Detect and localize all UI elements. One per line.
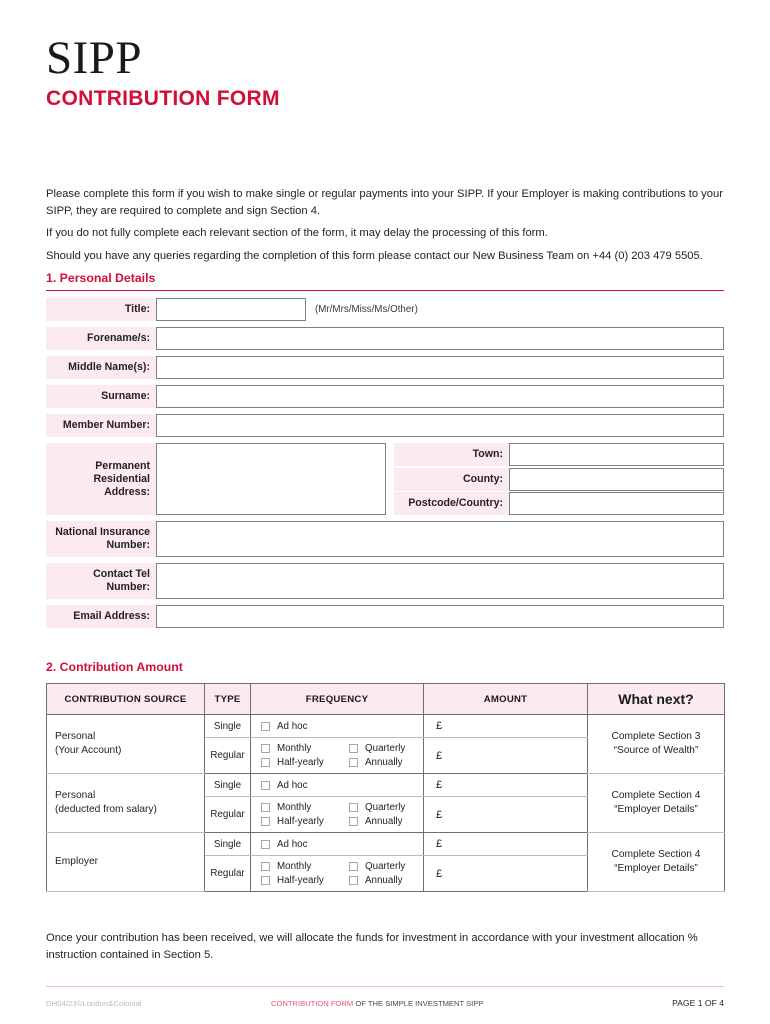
field-row-tel <box>46 563 724 599</box>
surname-input[interactable] <box>156 385 724 408</box>
currency-symbol: £ <box>436 867 443 880</box>
cell-type-single: Single <box>205 833 251 856</box>
cell-frequency-single <box>251 774 424 797</box>
table-row <box>47 715 725 738</box>
what-next-line-1: Complete Section 4 <box>611 790 701 801</box>
closing-note: Once your contribution has been received, we will allocate the funds for investment in accordance with your investment allocation % instruction contained in Section 5. <box>46 932 698 961</box>
what-next-line-1: Complete Section 3 <box>611 731 701 742</box>
cell-amount-regular[interactable] <box>424 856 588 892</box>
currency-symbol: £ <box>436 838 443 850</box>
column-header-type: TYPE <box>205 684 251 715</box>
checkbox-label: Quarterly <box>365 802 406 813</box>
column-header-what-next: What next? <box>588 684 725 715</box>
checkbox-item[interactable] <box>349 816 417 827</box>
checkbox-item[interactable] <box>349 743 417 754</box>
section-heading-personal-details: 1. Personal Details <box>46 271 724 291</box>
page-footer <box>46 998 724 1008</box>
checkbox-item[interactable] <box>261 780 417 791</box>
cell-type-regular: Regular <box>205 856 251 892</box>
source-line-2: (deducted from salary) <box>55 804 157 815</box>
tel-label: Contact Tel Number: <box>46 563 156 599</box>
cell-contribution-source <box>47 715 205 774</box>
what-next-line-2: “Source of Wealth” <box>613 745 699 756</box>
checkbox-item[interactable] <box>261 875 349 886</box>
cell-type-single: Single <box>205 715 251 738</box>
cell-what-next <box>588 715 725 774</box>
field-row-town <box>394 443 724 466</box>
footer-title-red: CONTRIBUTION FORM <box>271 998 354 1008</box>
checkbox-label: Annually <box>365 757 403 768</box>
checkbox-label: Quarterly <box>365 861 406 872</box>
checkbox-item[interactable] <box>261 861 349 872</box>
currency-symbol: £ <box>436 720 443 732</box>
form-header <box>46 32 724 112</box>
checkbox-label: Ad hoc <box>277 779 308 791</box>
source-line-1: Employer <box>55 856 99 867</box>
checkbox-item[interactable] <box>349 757 417 768</box>
field-row-title <box>46 298 724 321</box>
email-input[interactable] <box>156 605 724 628</box>
column-header-amount: AMOUNT <box>424 684 588 715</box>
cell-amount-single[interactable] <box>424 833 588 856</box>
checkbox-item[interactable] <box>261 816 349 827</box>
postcode-label: Postcode/Country: <box>394 492 509 515</box>
cell-type-regular: Regular <box>205 797 251 833</box>
column-header-frequency: FREQUENCY <box>251 684 424 715</box>
what-next-line-2: “Employer Details” <box>614 804 698 815</box>
checkbox-icon[interactable] <box>261 803 270 812</box>
contribution-table <box>46 683 725 892</box>
title-label: Title: <box>46 298 156 321</box>
checkbox-icon[interactable] <box>261 781 270 790</box>
checkbox-icon[interactable] <box>261 876 270 885</box>
checkbox-label: Half-yearly <box>277 816 324 827</box>
checkbox-item[interactable] <box>261 757 349 768</box>
form-subtitle: CONTRIBUTION FORM <box>46 87 280 110</box>
field-row-member-number <box>46 414 724 437</box>
cell-amount-regular[interactable] <box>424 797 588 833</box>
address-block <box>46 443 386 515</box>
table-row <box>47 774 725 797</box>
field-row-email <box>46 605 724 628</box>
cell-frequency-regular <box>251 797 424 833</box>
intro-paragraph-2: If you do not fully complete each relevant section of the form, it may delay the processing of this form. <box>46 227 548 239</box>
column-header-source: CONTRIBUTION SOURCE <box>47 684 205 715</box>
checkbox-item[interactable] <box>261 839 417 850</box>
title-input[interactable] <box>156 298 306 321</box>
checkbox-item[interactable] <box>349 875 417 886</box>
checkbox-label: Half-yearly <box>277 757 324 768</box>
checkbox-icon[interactable] <box>349 862 358 871</box>
member-number-input[interactable] <box>156 414 724 437</box>
checkbox-icon[interactable] <box>261 722 270 731</box>
county-input[interactable] <box>509 468 724 491</box>
town-label: Town: <box>394 443 509 466</box>
checkbox-label: Annually <box>365 816 403 827</box>
cell-frequency-regular <box>251 856 424 892</box>
what-next-line-1: Complete Section 4 <box>611 849 701 860</box>
source-line-1: Personal <box>55 790 96 801</box>
checkbox-item[interactable] <box>261 802 349 813</box>
footer-page-number: PAGE 1 OF 4 <box>672 998 724 1008</box>
surname-label: Surname: <box>46 385 156 408</box>
checkbox-icon[interactable] <box>261 817 270 826</box>
footer-document-name <box>271 999 644 1008</box>
forenames-input[interactable] <box>156 327 724 350</box>
address-side-fields <box>394 443 724 515</box>
checkbox-icon[interactable] <box>349 744 358 753</box>
currency-symbol: £ <box>436 749 443 762</box>
intro-text <box>46 186 726 264</box>
cell-amount-single[interactable] <box>424 774 588 797</box>
ni-number-input[interactable] <box>156 521 724 557</box>
checkbox-icon[interactable] <box>349 758 358 767</box>
cell-what-next <box>588 833 725 892</box>
checkbox-label: Monthly <box>277 861 312 872</box>
footer-divider <box>46 986 724 987</box>
intro-paragraph-1: Please complete this form if you wish to make single or regular payments into your SIPP. If your Employer is making contributions to your SIPP, they are required to complete and sign Section 4. <box>46 188 723 217</box>
cell-amount-regular[interactable] <box>424 738 588 774</box>
checkbox-label: Ad hoc <box>277 720 308 732</box>
county-label: County: <box>394 468 509 491</box>
cell-frequency-single <box>251 715 424 738</box>
currency-symbol: £ <box>436 779 443 791</box>
checkbox-label: Annually <box>365 875 403 886</box>
checkbox-label: Half-yearly <box>277 875 324 886</box>
checkbox-label: Monthly <box>277 802 312 813</box>
address-label: Permanent Residential Address: <box>46 443 156 515</box>
currency-symbol: £ <box>436 808 443 821</box>
source-line-1: Personal <box>55 731 96 742</box>
checkbox-icon[interactable] <box>261 744 270 753</box>
field-row-postcode <box>394 492 724 515</box>
field-row-surname <box>46 385 724 408</box>
middlenames-label: Middle Name(s): <box>46 356 156 379</box>
email-label: Email Address: <box>46 605 156 628</box>
middlenames-input[interactable] <box>156 356 724 379</box>
cell-frequency-regular <box>251 738 424 774</box>
field-row-county <box>394 468 724 491</box>
checkbox-icon[interactable] <box>349 876 358 885</box>
footer-title-dark: OF THE SIMPLE INVESTMENT SIPP <box>353 998 484 1008</box>
field-row-ni-number <box>46 521 724 557</box>
field-row-address <box>46 443 724 515</box>
checkbox-icon[interactable] <box>261 862 270 871</box>
postcode-input[interactable] <box>509 492 724 515</box>
cell-type-single: Single <box>205 774 251 797</box>
cell-what-next <box>588 774 725 833</box>
cell-contribution-source <box>47 833 205 892</box>
checkbox-item[interactable] <box>261 721 417 732</box>
checkbox-item[interactable] <box>349 802 417 813</box>
page-title: SIPP <box>46 32 143 84</box>
checkbox-icon[interactable] <box>349 803 358 812</box>
source-line-2: (Your Account) <box>55 745 122 756</box>
town-input[interactable] <box>509 443 724 466</box>
checkbox-label: Ad hoc <box>277 838 308 850</box>
table-header-row <box>47 684 725 715</box>
intro-paragraph-3: Should you have any queries regarding the completion of this form please contact our New Business Team on +44 (0) 203 479 5505. <box>46 249 703 262</box>
checkbox-label: Monthly <box>277 743 312 754</box>
checkbox-icon[interactable] <box>349 817 358 826</box>
title-hint: (Mr/Mrs/Miss/Ms/Other) <box>315 304 418 315</box>
cell-contribution-source <box>47 774 205 833</box>
member-number-label: Member Number: <box>46 414 156 437</box>
field-row-forenames <box>46 327 724 350</box>
ni-number-label: National Insurance Number: <box>46 521 156 557</box>
forenames-label: Forename/s: <box>46 327 156 350</box>
cell-type-regular: Regular <box>205 738 251 774</box>
checkbox-item[interactable] <box>261 743 349 754</box>
tel-input[interactable] <box>156 563 724 599</box>
checkbox-item[interactable] <box>349 861 417 872</box>
personal-details-form <box>46 298 724 634</box>
table-row <box>47 833 725 856</box>
checkbox-icon[interactable] <box>261 758 270 767</box>
cell-frequency-single <box>251 833 424 856</box>
address-input[interactable] <box>156 443 386 515</box>
checkbox-label: Quarterly <box>365 743 406 754</box>
cell-amount-single[interactable] <box>424 715 588 738</box>
section-heading-contribution-amount: 2. Contribution Amount <box>46 660 183 674</box>
checkbox-icon[interactable] <box>261 840 270 849</box>
field-row-middlenames <box>46 356 724 379</box>
footer-copyright: DH04/23©London&Colonial <box>46 998 142 1008</box>
what-next-line-2: “Employer Details” <box>614 863 698 874</box>
